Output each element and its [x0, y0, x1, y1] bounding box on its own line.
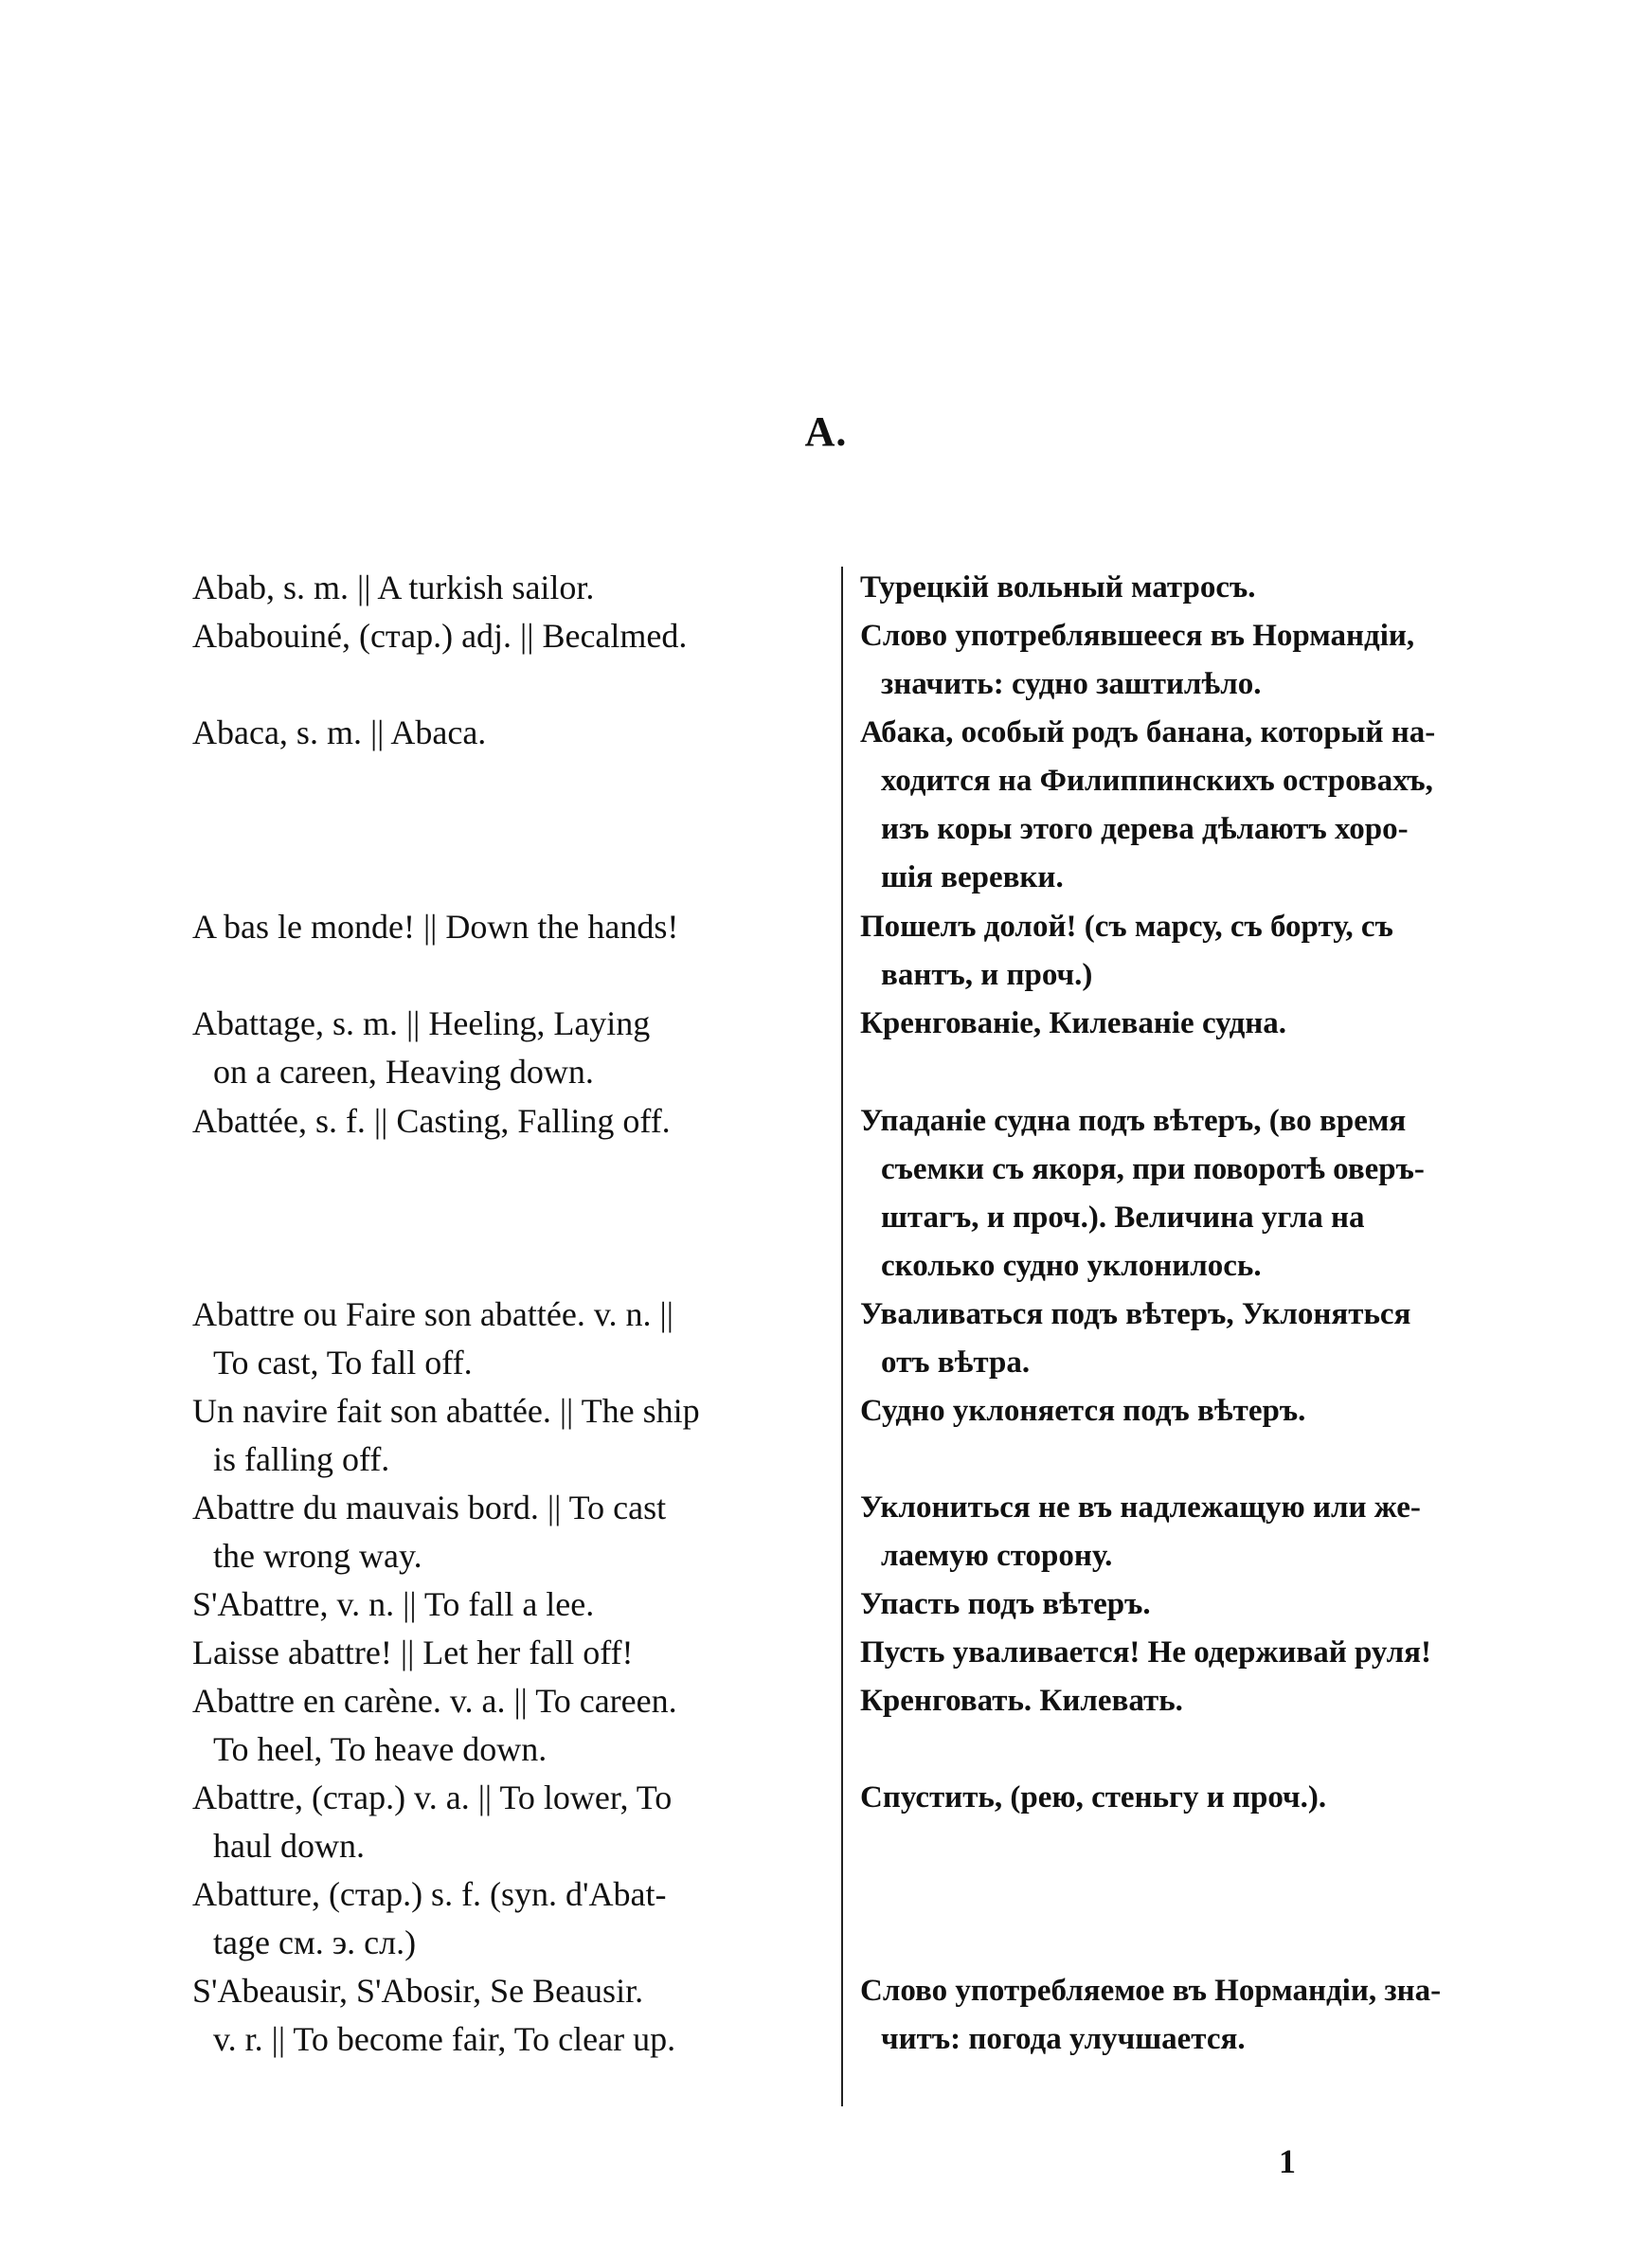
ru-line: Уваливаться подъ вѣтеръ, Уклоняться	[860, 1297, 1411, 1331]
french-headword	[192, 1580, 829, 1629]
french-headword	[192, 1387, 829, 1484]
fr-line: Laisse abattre! || Let her fall off!	[192, 1634, 634, 1671]
french-headword	[192, 1097, 829, 1146]
french-headword	[192, 1000, 829, 1096]
page-number: 1	[1279, 2142, 1296, 2180]
french-headword	[192, 1967, 829, 2064]
fr-line: Abattre ou Faire son abattée. v. n. ||	[192, 1295, 673, 1333]
russian-definition	[860, 564, 1500, 612]
fr-line: haul down.	[213, 1827, 365, 1865]
russian-definition	[860, 709, 1500, 902]
french-headword	[192, 1629, 829, 1677]
ru-line: Абака, особый родъ банана, который на-	[860, 715, 1436, 749]
fr-line: tage см. э. сл.)	[213, 1923, 417, 1961]
ru-line: штагъ, и проч.). Величина угла на	[881, 1201, 1365, 1235]
russian-definition	[860, 1677, 1500, 1725]
ru-line: Судно уклоняется подъ вѣтеръ.	[860, 1394, 1306, 1428]
ru-line: Турецкій вольный матросъ.	[860, 570, 1256, 605]
section-letter-heading: A.	[804, 408, 848, 455]
russian-definition	[860, 903, 1500, 1000]
russian-definition	[860, 1774, 1500, 1822]
russian-definition	[860, 1967, 1500, 2064]
ru-line: Спустить, (рею, стеньгу и проч.).	[860, 1780, 1327, 1815]
fr-line: To heel, To heave down.	[213, 1730, 548, 1768]
ru-line: читъ: погода улучшается.	[881, 2022, 1246, 2056]
russian-definition	[860, 1580, 1500, 1629]
fr-line: the wrong way.	[213, 1537, 422, 1575]
ru-line: сколько судно уклонилось.	[881, 1249, 1262, 1283]
ru-line: Уклониться не въ надлежащую или же-	[860, 1490, 1421, 1525]
fr-line: on a careen, Heaving down.	[213, 1053, 594, 1091]
ru-line: ходится на Филиппинскихъ островахъ,	[881, 764, 1433, 798]
fr-line: Un navire fait son abattée. || The ship	[192, 1392, 700, 1430]
fr-line: Abatture, (стар.) s. f. (syn. d'Abat-	[192, 1875, 667, 1913]
french-headword	[192, 1870, 829, 1967]
ru-line: вантъ, и проч.)	[881, 958, 1093, 992]
ru-line: изъ коры этого дерева дѣлаютъ хоро-	[881, 812, 1409, 846]
russian-definition	[860, 1629, 1500, 1677]
fr-line: is falling off.	[213, 1440, 390, 1478]
fr-line: Abaca, s. m. || Abaca.	[192, 713, 487, 751]
fr-line: S'Abeausir, S'Abosir, Se Beausir.	[192, 1972, 644, 2010]
fr-line: S'Abattre, v. n. || To fall a lee.	[192, 1585, 595, 1623]
fr-line: To cast, To fall off.	[213, 1344, 473, 1381]
ru-line: Упаданіе судна подъ вѣтеръ, (во время	[860, 1104, 1407, 1138]
fr-line: Ababouiné, (стар.) adj. || Becalmed.	[192, 617, 688, 655]
ru-line: Слово употреблявшееся въ Нормандіи,	[860, 619, 1415, 653]
fr-line: Abattage, s. m. || Heeling, Laying	[192, 1004, 651, 1042]
ru-line: Упасть подъ вѣтеръ.	[860, 1587, 1151, 1621]
russian-definition	[860, 1387, 1500, 1435]
french-headword	[192, 1774, 829, 1870]
french-headword	[192, 903, 829, 951]
fr-line: Abattre en carène. v. a. || To careen.	[192, 1682, 677, 1720]
fr-line: Abattée, s. f. || Casting, Falling off.	[192, 1102, 671, 1140]
fr-line: Abattre, (стар.) v. a. || To lower, To	[192, 1779, 673, 1816]
french-headword	[192, 1484, 829, 1580]
ru-line: Пошелъ долой! (съ марсу, съ борту, съ	[860, 910, 1393, 944]
fr-line: v. r. || To become fair, To clear up.	[213, 2020, 676, 2058]
fr-line: Abattre du mauvais bord. || To cast	[192, 1489, 667, 1526]
french-headword	[192, 709, 829, 757]
ru-line: Кренгованіе, Килеваніе судна.	[860, 1006, 1287, 1040]
ru-line: Пусть уваливается! Не одерживай руля!	[860, 1635, 1431, 1670]
french-headword	[192, 1677, 829, 1774]
french-headword	[192, 612, 829, 660]
ru-line: значить: судно заштилѣло.	[881, 667, 1262, 701]
russian-definition	[860, 1097, 1500, 1291]
russian-definition	[860, 1000, 1500, 1048]
fr-line: A bas le monde! || Down the hands!	[192, 908, 679, 946]
ru-line: съемки съ якоря, при поворотѣ оверъ-	[881, 1152, 1425, 1186]
russian-definition	[860, 1291, 1500, 1387]
ru-line: Кренговать. Килевать.	[860, 1684, 1183, 1718]
ru-line: отъ вѣтра.	[881, 1345, 1031, 1380]
russian-definition	[860, 1484, 1500, 1580]
french-headword	[192, 564, 829, 612]
french-headword	[192, 1291, 829, 1387]
russian-definition	[860, 612, 1500, 709]
ru-line: лаемую сторону.	[881, 1539, 1113, 1573]
ru-line: шія веревки.	[881, 860, 1064, 894]
fr-line: Abab, s. m. || A turkish sailor.	[192, 569, 595, 606]
ru-line: Слово употребляемое въ Нормандіи, зна-	[860, 1974, 1442, 2008]
